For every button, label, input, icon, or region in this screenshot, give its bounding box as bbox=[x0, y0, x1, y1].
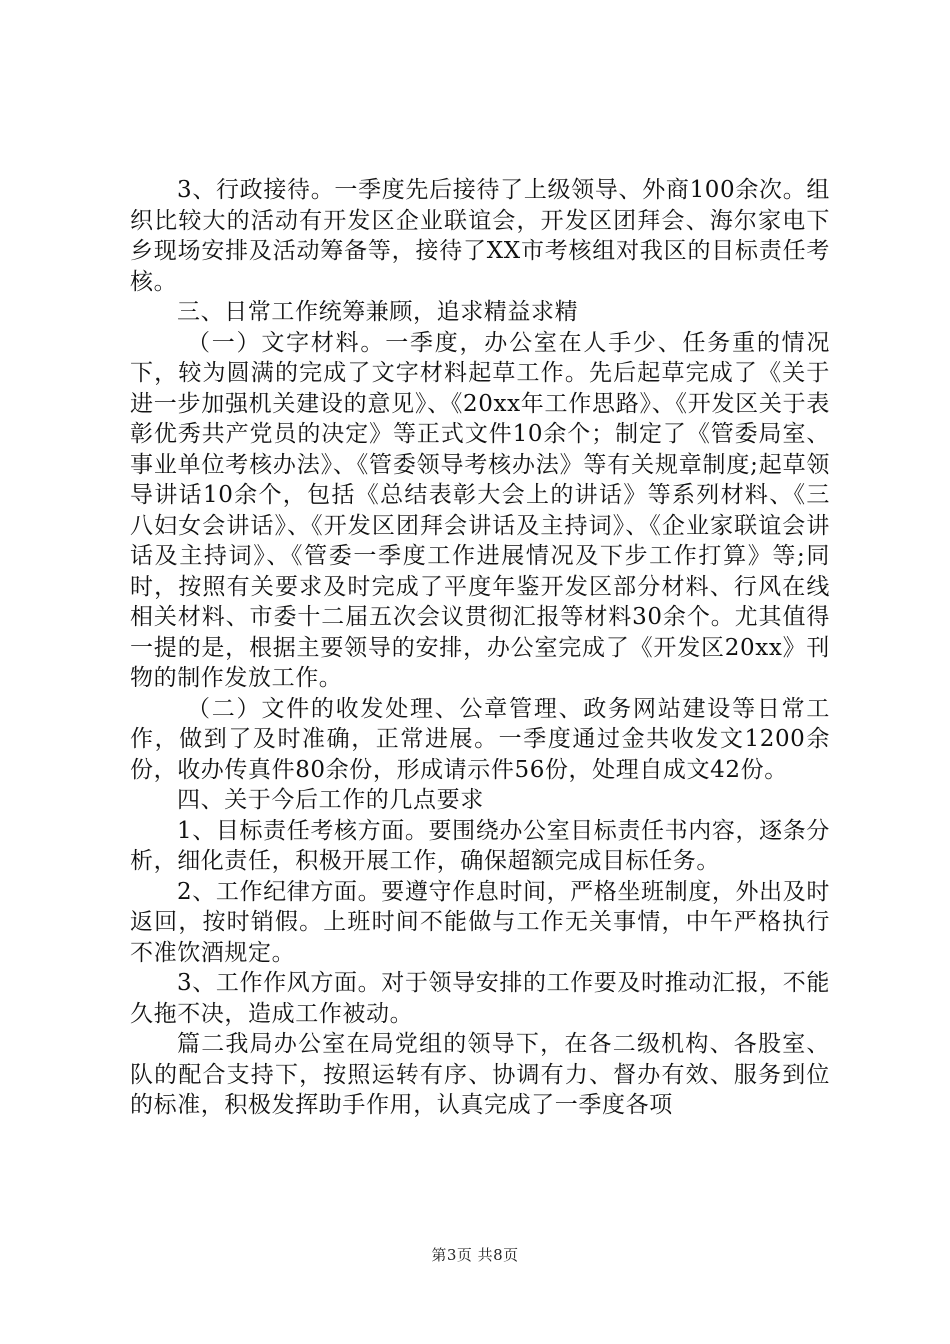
heading-section-four: 四、关于今后工作的几点要求 bbox=[177, 787, 484, 813]
paragraph-document-handling: （二）文件的收发处理、公章管理、政务网站建设等日常工作，做到了及时准确，正常进展。一季度通过金共收发文1200余份，收办传真件80余份，形成请示件56份，处理自成文42份。 bbox=[130, 695, 830, 783]
paragraph-target-responsibility: 1、目标责任考核方面。要围绕办公室目标责任书内容，逐条分析，细化责任，积极开展工作，确保超额完成目标任务。 bbox=[130, 817, 830, 874]
paragraph-work-style: 3、工作作风方面。对于领导安排的工作要及时推动汇报，不能久拖不决，造成工作被动。 bbox=[130, 970, 830, 1027]
paragraph-written-materials: （一）文字材料。一季度，办公室在人手少、任务重的情况下，较为圆满的完成了文字材料起草工作。先后起草完成了《关于进一步加强机关建设的意见》、《20xx年工作思路》、《开发区关于表彰优秀共产党员的决定》等正式文件10余个；制定了《管委局室、事业单位考核办法》、《管委领导考核办法》等有关规章制度;起草领导讲话10余个，包括《总结表彰大会上的讲话》等系列材料、《三八妇女会讲话》、《开发区团拜会讲话及主持词》、《企业家联谊会讲话及主持词》、《管委一季度工作进展情况及下步工作打算》等;同时，按照有关要求及时完成了平度年鉴开发区部分材料、行风在线相关材料、市委十二届五次会议贯彻汇报等材料30余个。尤其值得一提的是，根据主要领导的安排，办公室完成了《开发区20xx》刊物的制作发放工作。 bbox=[130, 329, 830, 691]
page-number-footer: 第3页 共8页 bbox=[431, 1246, 519, 1264]
paragraph-reception: 3、行政接待。一季度先后接待了上级领导、外商100余次。组织比较大的活动有开发区企业联谊会，开发区团拜会、海尔家电下乡现场安排及活动筹备等，接待了XX市考核组对我区的目标责任考核。 bbox=[130, 177, 830, 295]
paragraph-part-two: 篇二我局办公室在局党组的领导下，在各二级机构、各股室、队的配合支持下，按照运转有序、协调有力、督办有效、服务到位的标准，积极发挥助手作用，认真完成了一季度各项 bbox=[130, 1031, 830, 1118]
paragraph-work-discipline: 2、工作纪律方面。要遵守作息时间，严格坐班制度，外出及时返回，按时销假。上班时间不能做与工作无关事情，中午严格执行不准饮酒规定。 bbox=[130, 878, 830, 966]
document-body bbox=[130, 175, 830, 1121]
heading-section-three: 三、日常工作统筹兼顾，追求精益求精 bbox=[177, 299, 579, 325]
